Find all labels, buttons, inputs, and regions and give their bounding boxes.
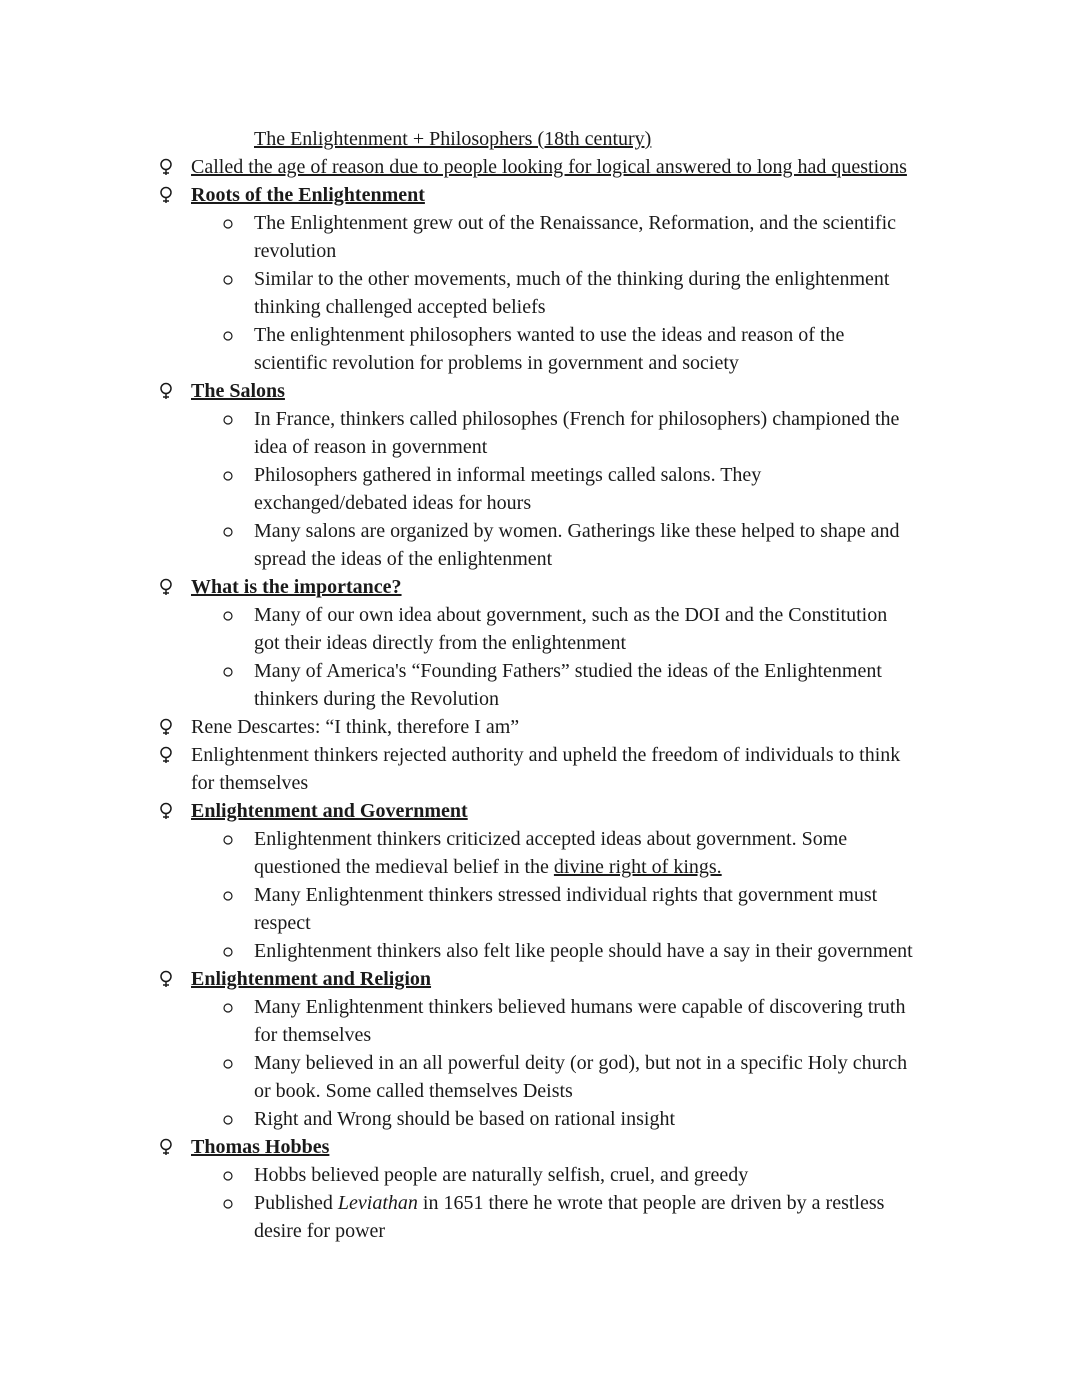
salons-subitem <box>0 545 1080 573</box>
text-run: Many believed in an all powerful deity (or god), but not in a specific Holy church <box>254 1052 908 1074</box>
circle-bullet-icon <box>222 461 236 489</box>
circle-bullet-icon <box>222 321 236 349</box>
circle-bullet-icon <box>222 405 236 433</box>
text-run: desire for power <box>254 1220 386 1242</box>
circle-bullet-icon <box>222 881 236 909</box>
text-run: Many Enlightenment thinkers believed humans were capable of discovering truth <box>254 996 906 1018</box>
roots-subitem <box>0 265 1080 293</box>
circle-bullet-icon <box>222 209 236 237</box>
salons-subitem <box>0 489 1080 517</box>
circle-bullet-icon <box>222 937 236 965</box>
bulb-bullet-icon <box>157 797 177 825</box>
text-run: idea of reason in government <box>254 436 488 458</box>
government-subitem <box>0 881 1080 909</box>
text-run: Published <box>254 1192 338 1214</box>
intro-text: Called the age of reason due to people looking for logical answered to long had questions <box>191 156 907 178</box>
hobbes-subitem <box>0 1217 1080 1245</box>
text-run: thinkers during the Revolution <box>254 688 499 710</box>
bulb-bullet-icon <box>157 1133 177 1161</box>
rejected-authority-item <box>0 769 1080 797</box>
circle-bullet-icon <box>222 1189 236 1217</box>
section-heading: What is the importance? <box>191 576 402 598</box>
section-heading: Thomas Hobbes <box>191 1136 330 1158</box>
bulb-bullet-icon <box>157 153 177 181</box>
circle-bullet-icon <box>222 825 236 853</box>
document-title <box>0 125 1080 153</box>
roots-subitem <box>0 237 1080 265</box>
religion-subitem <box>0 1077 1080 1105</box>
text-run: exchanged/debated ideas for hours <box>254 492 532 514</box>
circle-bullet-icon <box>222 657 236 685</box>
circle-bullet-icon <box>222 265 236 293</box>
circle-bullet-icon <box>222 1105 236 1133</box>
religion-subitem <box>0 1105 1080 1133</box>
salons-subitem <box>0 461 1080 489</box>
text-run: got their ideas directly from the enlightenment <box>254 632 627 654</box>
section-heading: Enlightenment and Religion <box>191 968 432 990</box>
bulb-bullet-icon <box>157 741 177 769</box>
section-heading: Enlightenment and Government <box>191 800 468 822</box>
text-run: The enlightenment philosophers wanted to use the ideas and reason of the <box>254 324 845 346</box>
roots-subitem <box>0 209 1080 237</box>
bulb-bullet-icon <box>157 965 177 993</box>
text-run: Enlightenment thinkers criticized accepted ideas about government. Some <box>254 828 848 850</box>
roots-subitem <box>0 349 1080 377</box>
divine-right-link: divine right of kings. <box>553 856 722 878</box>
leviathan-title: Leviathan <box>337 1192 418 1214</box>
text-run: In France, thinkers called philosophes (French for philosophers) championed the <box>254 408 900 430</box>
bulb-bullet-icon <box>157 181 177 209</box>
importance-subitem <box>0 657 1080 685</box>
text-run: Many of our own idea about government, such as the DOI and the Constitution <box>254 604 888 626</box>
hobbes-subitem <box>0 1189 1080 1217</box>
text-run: for themselves <box>254 1024 372 1046</box>
descartes-item <box>0 713 1080 741</box>
circle-bullet-icon <box>222 993 236 1021</box>
section-heading-roots <box>0 181 1080 209</box>
text-run: revolution <box>254 240 337 262</box>
circle-bullet-icon <box>222 517 236 545</box>
importance-subitem <box>0 629 1080 657</box>
intro-item <box>0 153 1080 181</box>
salons-subitem <box>0 433 1080 461</box>
section-heading-government <box>0 797 1080 825</box>
religion-subitem <box>0 1021 1080 1049</box>
importance-subitem <box>0 685 1080 713</box>
text-run: questioned the medieval belief in the <box>254 856 554 878</box>
salons-subitem <box>0 405 1080 433</box>
bulb-bullet-icon <box>157 713 177 741</box>
text-run: Many salons are organized by women. Gatherings like these helped to shape and <box>254 520 900 542</box>
hobbes-subitem <box>0 1161 1080 1189</box>
section-heading: Roots of the Enlightenment <box>191 184 425 206</box>
text-run: Many Enlightenment thinkers stressed individual rights that government must <box>254 884 878 906</box>
text-run: in 1651 there he wrote that people are driven by a restless <box>417 1192 885 1214</box>
section-heading: The Salons <box>191 380 285 402</box>
section-heading-importance <box>0 573 1080 601</box>
importance-subitem <box>0 601 1080 629</box>
section-heading-religion <box>0 965 1080 993</box>
religion-subitem <box>0 1049 1080 1077</box>
government-subitem <box>0 937 1080 965</box>
text-run: for themselves <box>191 772 309 794</box>
text-run: spread the ideas of the enlightenment <box>254 548 553 570</box>
salons-subitem <box>0 517 1080 545</box>
text-run: Similar to the other movements, much of the thinking during the enlightenment <box>254 268 890 290</box>
circle-bullet-icon <box>222 601 236 629</box>
text-run: Philosophers gathered in informal meetings called salons. They <box>254 464 762 486</box>
text-run: Many of America's “Founding Fathers” studied the ideas of the Enlightenment <box>254 660 882 682</box>
text-run: or book. Some called themselves Deists <box>254 1080 573 1102</box>
section-heading-salons <box>0 377 1080 405</box>
text-run: thinking challenged accepted beliefs <box>254 296 546 318</box>
religion-subitem <box>0 993 1080 1021</box>
government-subitem <box>0 825 1080 853</box>
text-run: Hobbs believed people are naturally selfish, cruel, and greedy <box>254 1164 749 1186</box>
government-subitem <box>0 853 1080 881</box>
text-run: Enlightenment thinkers rejected authority and upheld the freedom of individuals to think <box>191 744 901 766</box>
government-subitem <box>0 909 1080 937</box>
roots-subitem <box>0 293 1080 321</box>
text-run: respect <box>254 912 311 934</box>
document-title: The Enlightenment + Philosophers (18th century) <box>254 128 652 150</box>
text-run: Enlightenment thinkers also felt like people should have a say in their government <box>254 940 913 962</box>
circle-bullet-icon <box>222 1161 236 1189</box>
text-run: Right and Wrong should be based on rational insight <box>254 1108 675 1130</box>
descartes-text: Rene Descartes: “I think, therefore I am” <box>191 716 520 738</box>
bulb-bullet-icon <box>157 573 177 601</box>
circle-bullet-icon <box>222 1049 236 1077</box>
text-run: The Enlightenment grew out of the Renaissance, Reformation, and the scientific <box>254 212 897 234</box>
bulb-bullet-icon <box>157 377 177 405</box>
notes-outline <box>0 125 1080 1245</box>
rejected-authority-item <box>0 741 1080 769</box>
text-run: scientific revolution for problems in government and society <box>254 352 739 374</box>
section-heading-hobbes <box>0 1133 1080 1161</box>
roots-subitem <box>0 321 1080 349</box>
